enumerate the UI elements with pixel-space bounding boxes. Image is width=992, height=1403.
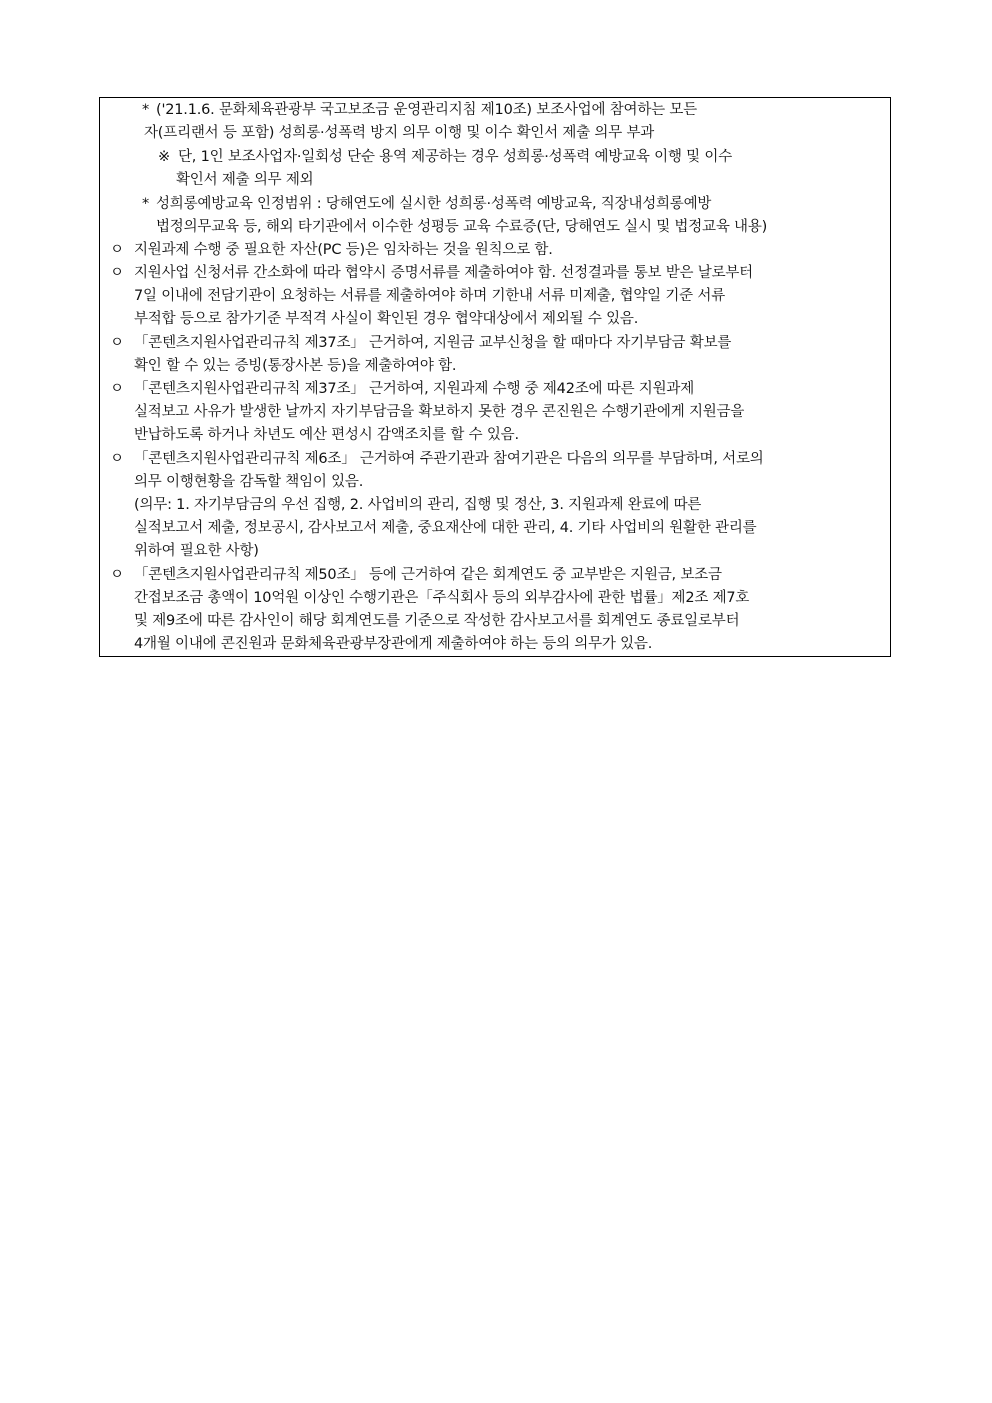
text-line: 지원사업 신청서류 간소화에 따라 협약시 증명서류를 제출하여야 함. 선정결과를 통보 받은 날로부터 (134, 265, 753, 281)
circle-bullet: ㅇ (110, 567, 125, 583)
text-line: 「콘텐츠지원사업관리규칙 제6조」 근거하여 주관기관과 참여기관은 다음의 의무를 부담하며, 서로의 (134, 451, 764, 467)
text-line: 「콘텐츠지원사업관리규칙 제37조」 근거하여, 지원금 교부신청을 할 때마다 자기부담금 확보를 (134, 335, 732, 351)
text-line: 및 제9조에 따른 감사인이 해당 회계연도를 기준으로 작성한 감사보고서를 회계연도 종료일로부터 (134, 613, 740, 629)
text-line: 단, 1인 보조사업자·일회성 단순 용역 제공하는 경우 성희롱·성폭력 예방교육 이행 및 이수 (178, 149, 732, 165)
text-line: 자(프리랜서 등 포함) 성희롱·성폭력 방지 의무 이행 및 이수 확인서 제출 의무 부과 (144, 125, 655, 141)
text-line: 7일 이내에 전담기관이 요청하는 서류를 제출하여야 하며 기한내 서류 미제출, 협약일 기준 서류 (134, 288, 726, 304)
asterisk-marker: * (142, 102, 150, 118)
circle-bullet: ㅇ (110, 265, 125, 281)
text-line: 간접보조금 총액이 10억원 이상인 수행기관은「주식회사 등의 외부감사에 관한 법률」제2조 제7호 (134, 590, 750, 606)
text-line: 4개월 이내에 콘진원과 문화체육관광부장관에게 제출하여야 하는 등의 의무가 있음. (134, 636, 653, 652)
text-line: 반납하도록 하거나 차년도 예산 편성시 감액조치를 할 수 있음. (134, 427, 519, 443)
text-line: 「콘텐츠지원사업관리규칙 제37조」 근거하여, 지원과제 수행 중 제42조에 따른 지원과제 (134, 381, 695, 397)
text-line: 의무 이행현황을 감독할 책임이 있음. (134, 474, 364, 490)
text-line: 성희롱예방교육 인정범위 : 당해연도에 실시한 성희롱·성폭력 예방교육, 직장내성희롱예방 (156, 196, 712, 212)
circle-bullet: ㅇ (110, 451, 125, 467)
text-line: 확인서 제출 의무 제외 (176, 172, 314, 188)
text-line: ('21.1.6. 문화체육관광부 국고보조금 운영관리지침 제10조) 보조사업에 참여하는 모든 (156, 102, 697, 118)
text-line: 부적합 등으로 참가기준 부적격 사실이 확인된 경우 협약대상에서 제외될 수 있음. (134, 311, 639, 327)
text-line: 실적보고서 제출, 정보공시, 감사보고서 제출, 중요재산에 대한 관리, 4. 기타 사업비의 원활한 관리를 (134, 520, 757, 536)
circle-bullet: ㅇ (110, 381, 125, 397)
asterisk-marker: * (142, 196, 150, 212)
note-marker: ※ (158, 149, 171, 165)
text-line: 법정의무교육 등, 해외 타기관에서 이수한 성평등 교육 수료증(단, 당해연도 실시 및 법정교육 내용) (156, 219, 768, 235)
text-line: 확인 할 수 있는 증빙(통장사본 등)을 제출하여야 함. (134, 358, 457, 374)
notice-box (99, 97, 891, 657)
text-line: 위하여 필요한 사항) (134, 543, 259, 559)
text-line: 실적보고 사유가 발생한 날까지 자기부담금을 확보하지 못한 경우 콘진원은 수행기관에게 지원금을 (134, 404, 745, 420)
text-line: (의무: 1. 자기부담금의 우선 집행, 2. 사업비의 관리, 집행 및 정산, 3. 지원과제 완료에 따른 (134, 497, 702, 513)
circle-bullet: ㅇ (110, 335, 125, 351)
text-line: 「콘텐츠지원사업관리규칙 제50조」 등에 근거하여 같은 회계연도 중 교부받은 지원금, 보조금 (134, 567, 722, 583)
text-line: 지원과제 수행 중 필요한 자산(PC 등)은 임차하는 것을 원칙으로 함. (134, 242, 553, 258)
circle-bullet: ㅇ (110, 242, 125, 258)
